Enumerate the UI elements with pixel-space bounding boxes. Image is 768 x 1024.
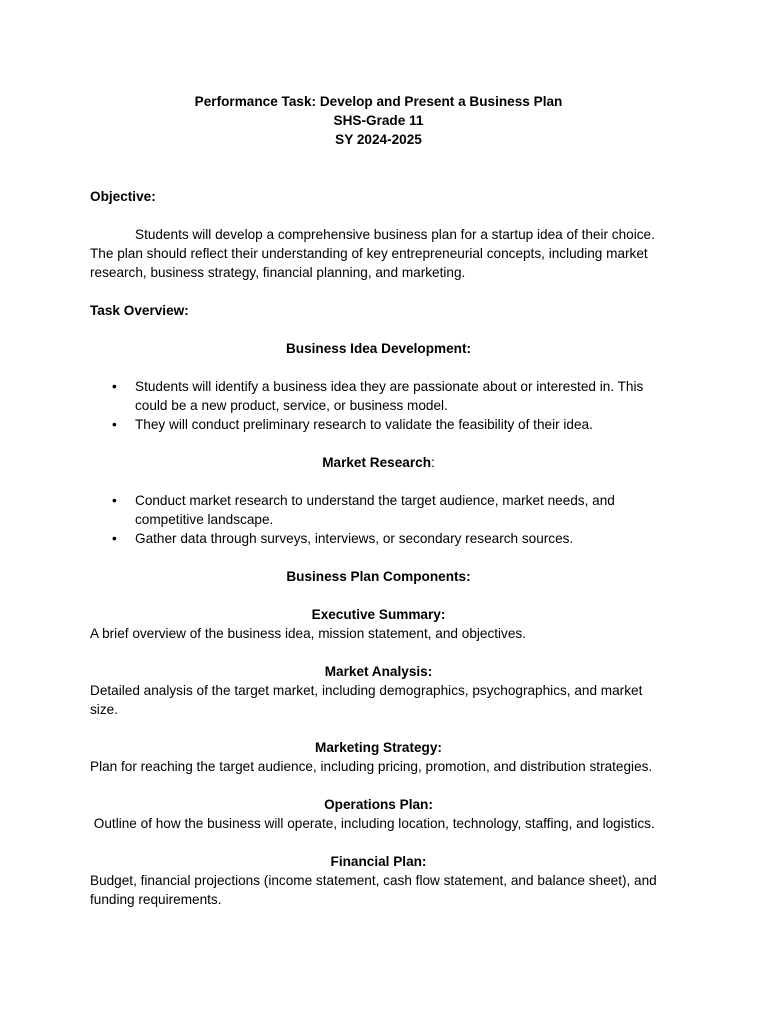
list-item-text: Gather data through surveys, interviews, or secondary research sources. [135, 531, 574, 546]
market-research-heading [90, 453, 667, 472]
grade-level: SHS-Grade 11 [333, 113, 424, 128]
list-item [112, 529, 667, 548]
marketing-strategy-text: Plan for reaching the target audience, including pricing, promotion, and distribution strategies. [90, 759, 653, 774]
components-heading: Business Plan Components: [286, 569, 471, 584]
bullet-icon: • [112, 531, 117, 546]
operations-plan-text: Outline of how the business will operate, including location, technology, staffing, and logistics. [90, 816, 655, 831]
market-analysis-heading: Market Analysis: [324, 664, 433, 679]
list-item [112, 415, 667, 434]
bullet-icon: • [112, 417, 117, 432]
list-item-text: They will conduct preliminary research to validate the feasibility of their idea. [135, 417, 593, 432]
operations-plan-heading: Operations Plan: [324, 797, 433, 812]
business-idea-list [90, 377, 667, 434]
market-research-list [90, 491, 667, 548]
list-item [112, 377, 667, 415]
objective-heading: Objective: [90, 189, 156, 204]
list-item-text: Students will identify a business idea they are passionate about or interested in. This could be a new product, service, or business model. [135, 379, 644, 413]
school-year: SY 2024-2025 [335, 132, 422, 147]
task-overview-heading: Task Overview: [90, 303, 189, 318]
document-title: Performance Task: Develop and Present a Business Plan [194, 94, 563, 109]
document-header [90, 92, 667, 149]
business-idea-heading: Business Idea Development: [285, 341, 472, 356]
marketing-strategy-heading: Marketing Strategy: [315, 740, 442, 755]
bullet-icon: • [112, 493, 117, 508]
bullet-icon: • [112, 379, 117, 394]
market-research-heading-colon: : [431, 455, 435, 470]
market-research-heading-text: Market Research [322, 455, 432, 470]
list-item [112, 491, 667, 529]
list-item-text: Conduct market research to understand the target audience, market needs, and competitive landscape. [135, 493, 615, 527]
executive-summary-heading: Executive Summary: [311, 607, 446, 622]
executive-summary-text: A brief overview of the business idea, mission statement, and objectives. [90, 626, 526, 641]
financial-plan-heading: Financial Plan: [330, 854, 427, 869]
market-analysis-text: Detailed analysis of the target market, including demographics, psychographics, and market size. [90, 683, 643, 717]
objective-text: Students will develop a comprehensive business plan for a startup idea of their choice. The plan should reflect their understanding of key entrepreneurial concepts, including market research, business strategy, financial planning, and marketing. [90, 227, 655, 280]
financial-plan-text: Budget, financial projections (income statement, cash flow statement, and balance sheet), and funding requirements. [90, 873, 657, 907]
